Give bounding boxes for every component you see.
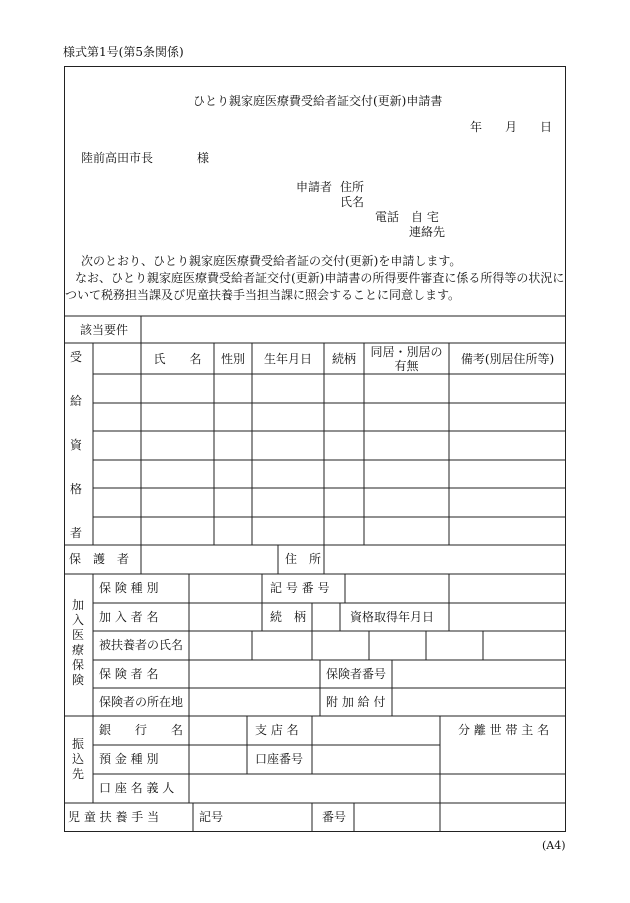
recipients-label-char-3: 資 bbox=[70, 438, 83, 452]
statement-line-2: なお、ひとり親家庭医療費受給者証交付(更新)申請書の所得要件審査に係る所得等の状況に bbox=[75, 271, 565, 285]
symbol-number-label: 記 号 番 号 bbox=[270, 581, 330, 595]
guardian-label: 保 護 者 bbox=[69, 552, 130, 566]
date-month: 月 bbox=[505, 120, 518, 134]
guardian-address-label: 住 所 bbox=[285, 552, 322, 566]
child-allowance-number-label: 番号 bbox=[322, 810, 347, 824]
qualified-date-label: 資格取得年月日 bbox=[350, 610, 435, 624]
applicant-label: 申請者 bbox=[296, 180, 333, 194]
transfer-label: 振 込 先 bbox=[71, 737, 84, 781]
statement-line-1: 次のとおり、ひとり親家庭医療費受給者証の交付(更新)を申請します。 bbox=[81, 254, 462, 268]
member-relation-label: 続 柄 bbox=[270, 610, 307, 624]
dependent-name-label: 被扶養者の氏名 bbox=[99, 638, 184, 652]
col-birth: 生年月日 bbox=[263, 352, 312, 366]
statement-line-3: ついて税務担当課及び児童扶養手当担当課に照会することに同意します。 bbox=[65, 288, 461, 302]
honorific: 様 bbox=[197, 151, 210, 165]
recipients-label-char-2: 給 bbox=[70, 394, 83, 408]
recipients-label-char-4: 格 bbox=[70, 482, 83, 496]
additional-benefit-label: 附 加 給 付 bbox=[326, 695, 386, 709]
insurer-name-label: 保 険 者 名 bbox=[99, 667, 159, 681]
applicant-name-label: 氏名 bbox=[340, 195, 365, 209]
applicant-address-label: 住所 bbox=[340, 180, 365, 194]
recipients-label-char-1: 受 bbox=[70, 350, 83, 364]
date-year: 年 bbox=[470, 120, 483, 134]
phone-home-label: 自 宅 bbox=[411, 210, 439, 224]
account-number-label: 口座番号 bbox=[255, 752, 304, 766]
member-name-label: 加 入 者 名 bbox=[99, 610, 159, 624]
form-title: ひとり親家庭医療費受給者証交付(更新)申請書 bbox=[193, 94, 443, 108]
insurance-type-label: 保 険 種 別 bbox=[99, 581, 159, 595]
phone-label: 電話 bbox=[375, 210, 400, 224]
account-type-label: 預 金 種 別 bbox=[99, 752, 159, 766]
insurer-address-label: 保険者の所在地 bbox=[99, 695, 184, 709]
branch-label: 支 店 名 bbox=[255, 723, 299, 737]
col-cohab-line-1: 同居・別居の bbox=[370, 345, 443, 359]
insurance-label: 加 入 医 療 保 険 bbox=[71, 598, 84, 687]
recipients-label-char-5: 者 bbox=[70, 526, 83, 540]
child-allowance-symbol-label: 記号 bbox=[199, 810, 224, 824]
col-gender: 性別 bbox=[220, 352, 245, 366]
col-cohab-line-2: 有無 bbox=[394, 359, 419, 373]
date-day: 日 bbox=[540, 120, 553, 134]
col-remarks: 備考(別居住所等) bbox=[460, 352, 555, 366]
form-number: 様式第1号(第5条関係) bbox=[63, 45, 184, 59]
paper-size: (A4) bbox=[542, 839, 566, 852]
addressee: 陸前高田市長 bbox=[81, 151, 154, 165]
col-relation: 続柄 bbox=[331, 352, 356, 366]
phone-contact-label: 連絡先 bbox=[409, 225, 446, 239]
requirement-label: 該当要件 bbox=[80, 323, 129, 337]
insurer-number-label: 保険者番号 bbox=[326, 667, 387, 681]
col-name: 氏 名 bbox=[153, 352, 202, 366]
child-allowance-label: 児 童 扶 養 手 当 bbox=[68, 810, 160, 824]
separate-head-label: 分 離 世 帯 主 名 bbox=[458, 723, 550, 737]
bank-name-label: 銀 行 名 bbox=[99, 723, 184, 737]
account-holder-label: 口 座 名 義 人 bbox=[99, 781, 175, 795]
